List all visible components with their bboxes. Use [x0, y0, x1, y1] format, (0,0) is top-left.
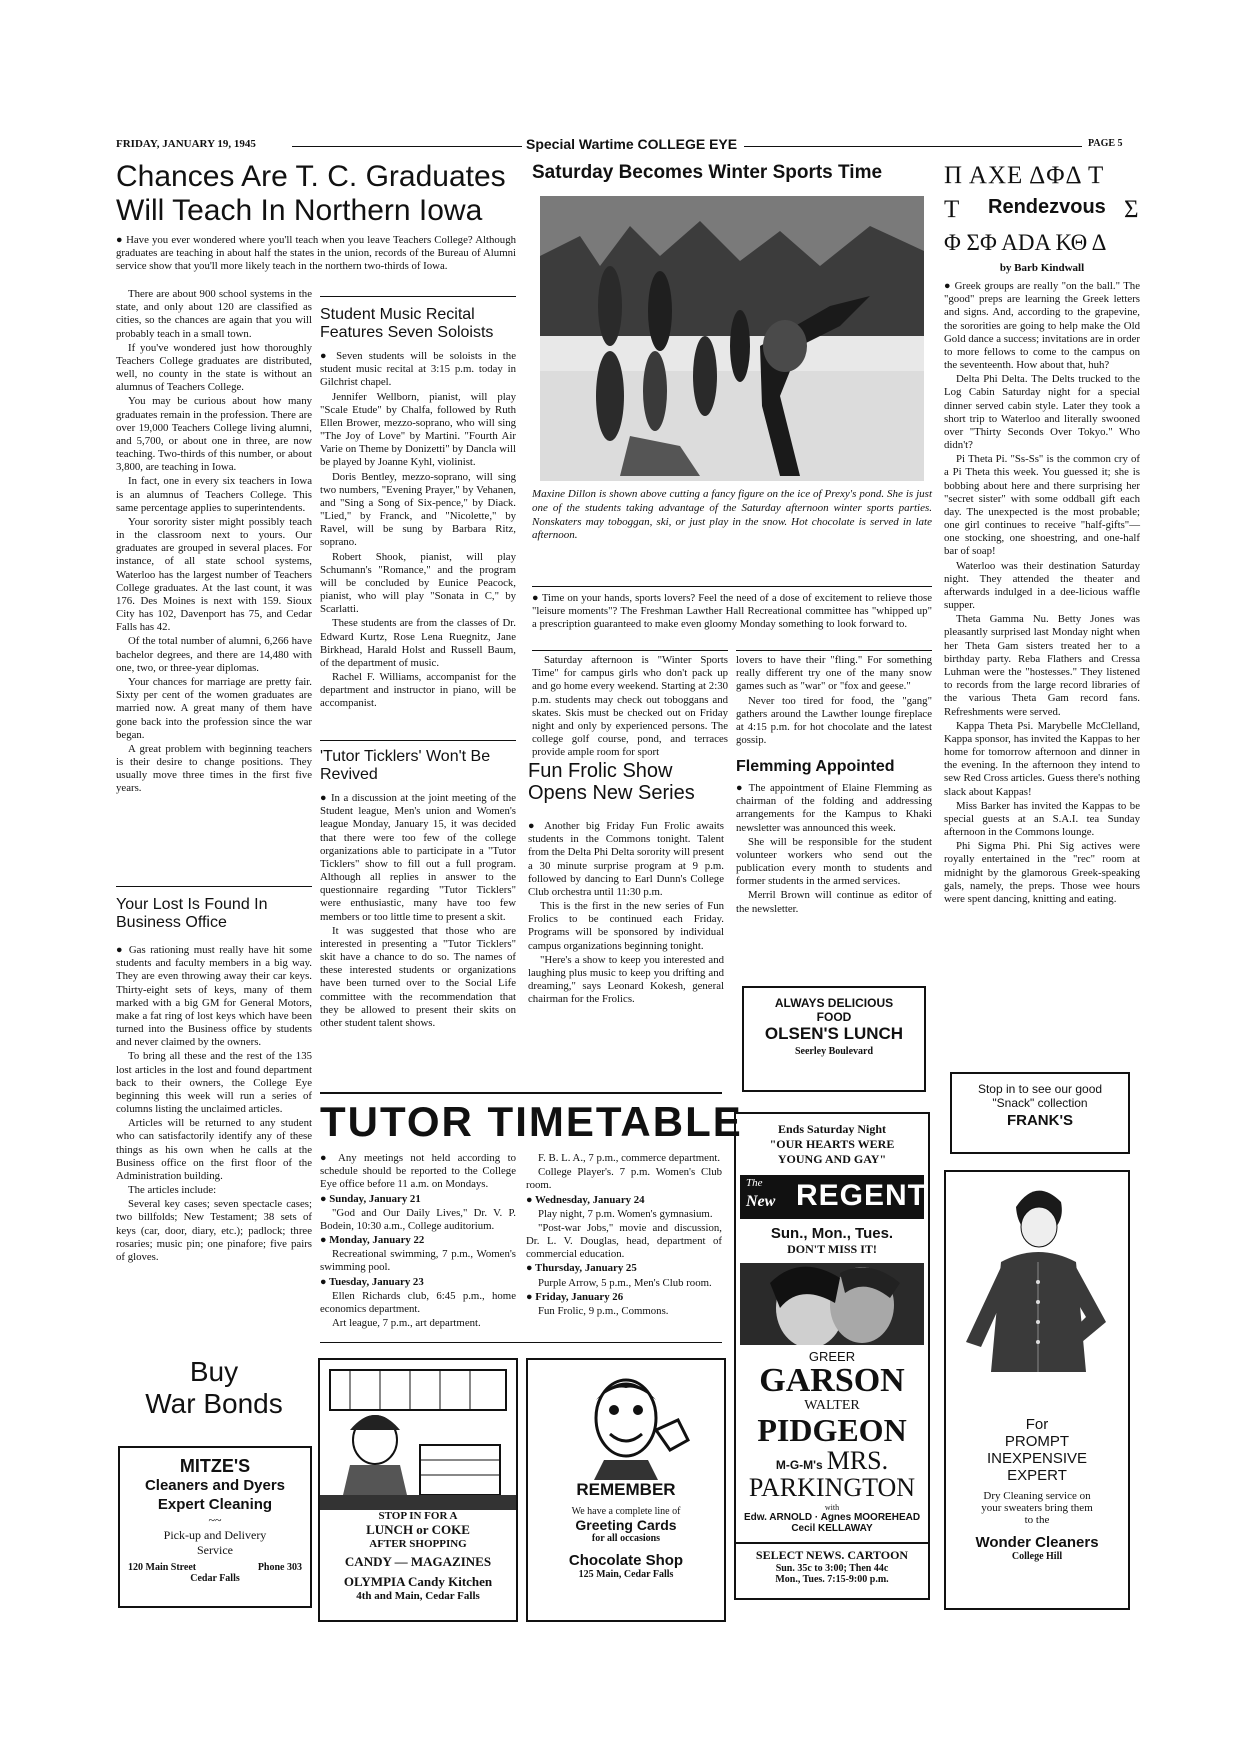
greek-letter-s: Σ — [1124, 196, 1139, 223]
lost-body: ● Gas rationing must really have hit some students and faculty members in a big way. They are even throwing away their car keys. Thirty-eight sets of keys, many of them marked with a big GM for General Motors, make a fat ring of lost keys which have been turned into the Business office by students and never claimed by the owners. To bring all these and the rest of the 135 lost articles in the lost and found department back to their owners, the College Eye beginning this week will run a series of columns listing the unclaimed articles. Articles will be returned to any student who can satisfactorily identify any of these things as his own when he calls at the Business office on the first floor of the Administration building. The articles include: Several key cases; seven spectacle cases; two billfolds; New Testament; 38 sets of keys (car, door, diary, etc.); padlock; three rosaries; music pin; one pinafore; five pairs of gloves. — [116, 944, 312, 1263]
lost-headline: Your Lost Is Found In Business Office — [116, 896, 268, 931]
flemming-headline: Flemming Appointed — [736, 758, 895, 775]
graduates-body: There are about 900 school systems in the state, and only about 120 are classified as cities, so the chances are again that you will probably teach in a small town. If you've wondered just how thoroughly Teachers College graduates are distributed, well, no county in the state is without an alumnus of Teachers College. You may be curious about how many graduates remain in the profession. There are over 19,000 Teachers College living alumni, and 5,700, or about one in three, are now teaching. Two-thirds of this number, or about 3,800, are teaching in Iowa. In fact, one in every six teachers in Iowa is an alumnus of Teachers College. This same percentage applies to superintendents. Your sorority sister might possibly teach in the classroom next to yours. Our graduates are grouped in several places. For instance, of all state school systems, Waterloo has the largest number of Teachers College graduates. At the last count, it was 176. Des Moines is next with 159. Sioux City has 102, Davenport has 75, and Cedar Falls has 42. Of the total number of alumni, 6,266 have bachelor degrees, and there are 14,480 with one, two, or three-year diplomas. Your chances for marriage are pretty fair. Sixty per cent of the women graduates are married now. A great many of them have gone back into the profession since the war began. A great problem with beginning teachers is their desire to change positions. They usually move three times in the first five years. — [116, 288, 312, 795]
wonder-cleaners-ad: For PROMPT INEXPENSIVE EXPERT Dry Cleaning service on your sweaters bring them to the Wonder Cleaners College Hill — [944, 1170, 1130, 1610]
mitzes-ornament: ~~ — [208, 1513, 222, 1527]
flemming-body: ● The appointment of Elaine Flemming as chairman of the folding and addressing arrangements for the Kampus to Khaki newsletter was announced this week. She will be responsible for the student volunteer workers who send out the publication every month to students and former students in the armed services. Merril Brown will continue as editor of the newsletter. — [736, 782, 932, 915]
ticklers-headline: 'Tutor Ticklers' Won't Be Revived — [320, 748, 491, 783]
wonder-illustration — [946, 1172, 1128, 1416]
timetable-col2: F. B. L. A., 7 p.m., commerce department. College Player's. 7 p.m. Women's Club room. ● Wednesday, January 24 Play night, 7 p.m. Women's gymnasium. "Post-war Jobs," movie and discussion, Dr. L. V. Douglas, head, department of commercial education. ● Thursday, January 25 Purple Arrow, 5 p.m., Men's Club room. ● Friday, January 26 Fun Frolic, 9 p.m., Commons. — [526, 1152, 722, 1317]
timetable-col1: ● Any meetings not held according to schedule should be reported to the College Eye office before 11 a.m. on Mondays. ● Sunday, January 21 "God and Our Daily Lives," Dr. V. P. Bodein, 10:30 a.m., College auditorium. ● Monday, January 22 Recreational swimming, 7 p.m., Women's swimming pool. ● Tuesday, January 23 Ellen Richards club, 6:45 p.m., home economics department. Art league, 7 p.m., art department. — [320, 1152, 516, 1330]
frolic-body: ● Another big Friday Fun Frolic awaits students in the Commons tonight. Talent from the Delta Phi Delta sorority will present a 30 minute surprise program at 9 p.m. followed by dancing to Earl Dunn's College Club orchestra until 11:30 p.m. This is the first in the new series of Fun Frolics to be continued each Friday. Programs will be sponsored by individual campus organizations beginning tonight. "Here's a show to keep you interested and laughing plus music to keep you drifting and dreaming," says Leonard Kokesh, general chairman for the Frolics. — [528, 820, 724, 1006]
winter-caption: Maxine Dillon is shown above cutting a fancy figure on the ice of Prexy's pond. She is just one of the students taking advantage of the Saturday afternoon winter sports parties. Nonskaters may toboggan, ski, or just play in the snow. Hot chocolate is served in late afternoon. — [532, 488, 932, 542]
recital-headline: Student Music Recital Features Seven Soloists — [320, 306, 494, 341]
paper-name: Special Wartime COLLEGE EYE — [526, 136, 738, 152]
greek-letter-t: Τ — [944, 196, 960, 223]
chocolate-illustration — [528, 1360, 724, 1480]
chocolate-shop-ad: REMEMBER We have a complete line of Greeting Cards for all occasions Chocolate Shop 125 Main, Cedar Falls — [526, 1358, 726, 1622]
timetable-headline: TUTOR TIMETABLE — [320, 1098, 743, 1145]
ticklers-body: ● In a discussion at the joint meeting of the Student league, Men's union and Women's league Monday, January 15, it was decided that there were too few of the college organizations able to participate in a "Tutor Ticklers" show to fill out a full program. Although all replies in answer to the questionnaire regarding "Tutor Ticklers" were enthusiastic, many have too few members or too little time to present a skit. It was suggested that those who are interested in presenting a "Tutor Ticklers" skit have a chance to do so. The names of these interested students or organizations have been turned over to the Social Life committee with the recommendation that they be allowed to present their skits on other student talent shows. — [320, 792, 516, 1029]
franks-ad: Stop in to see our good "Snack" collection FRANK'S — [950, 1072, 1130, 1154]
recital-body: ● Seven students will be soloists in the student music recital at 3:15 p.m. today in Gilchrist chapel. Jennifer Wellborn, pianist, will play "Scale Etude" by Chalfa, followed by Ruth Ellen Brower, mezzo-soprano, who will sing "The Joy of Love" by Martini. "Fourth Air Varie on Theme by Donizetti" by Dancla will be played by Joanne Kyhl, violinist. Doris Bentley, mezzo-soprano, will sing two numbers, "Evening Prayer," by Vehanen, and "Sing a Song of Six-pence," by Diack. "Lied," by Franck, and "Nicolette," by Ravel, will be sung by Barbara Ritz, soprano. Robert Shook, pianist, will play Schumann's "Romance," and the program will be concluded by Eunice Peacock, pianist, who will play "Sonata in C," by Scarlatti. These students are from the classes of Dr. Edward Kurtz, Rose Lena Ruegnitz, Jane Birkhead, Harald Holst and Russell Baum, of the department of music. Rachel F. Williams, accompanist for the department and instructor in piano, will be accompanist. — [320, 350, 516, 710]
greek-letters-top: Π ΑΧΕ ΔΦΔ Τ — [944, 162, 1105, 189]
regent-ad: Ends Saturday Night "OUR HEARTS WERE YOUNG AND GAY" The New REGENT Sun., Mon., Tues. DON'T MISS IT! GREER GARSON WALTER PIDGEON M-G-M's MRS. PARKINGTON with Edw. ARNOLD · Agnes MOOREHEAD Cecil KELLAWAY SELECT NEWS. CARTOON Sun. 35c to 3:00; Then 44c Mon., Tues. 7:15-9:00 p.m. — [734, 1112, 930, 1600]
greek-byline: by Barb Kindwall — [999, 262, 1085, 274]
regent-logo: The New REGENT — [740, 1175, 924, 1219]
winter-lead: ● Time on your hands, sports lovers? Feel the need of a dose of excitement to relieve those "leisure moments"? The Freshman Lawther Hall Recreational committee has "whipped up" a prescription guaranteed to make even gloomy Monday something to look forward to. — [532, 592, 932, 631]
greek-letters-bottom: Φ ΣΦ ΑDΑ ΚΘ Δ — [944, 230, 1107, 255]
graduates-lead: ● Have you ever wondered where you'll teach when you leave Teachers College? Although graduates are teaching in about half the states in the union, records of the Bureau of Alumni service show that you'll more likely teach in the northern two-thirds of Iowa. — [116, 234, 516, 273]
olympia-ad: STOP IN FOR A LUNCH or COKE AFTER SHOPPING CANDY — MAGAZINES OLYMPIA Candy Kitchen 4th and Main, Cedar Falls — [318, 1358, 518, 1622]
winter-col2: lovers to have their "fling." For something really different try one of the many snow games such as "war" or "fox and geese." Never too tired for food, the "gang" gathers around the Lawther lounge fireplace at 4:15 p.m. for hot chocolate and the latest gossip. — [736, 654, 932, 747]
frolic-headline: Fun Frolic Show Opens New Series — [528, 760, 695, 805]
mitzes-ad: MITZE'S Cleaners and Dyers Expert Cleaning ~~ Pick-up and Delivery Service 120 Main Street Phone 303 Cedar Falls — [118, 1446, 312, 1608]
greek-body: ● Greek groups are really "on the ball." The "good" preps are learning the Greek letters and signs. And, according to the grapevine, the sororities are going to help make the Old Gold dance a success; invitations are in order to more fellows to come to the campus on the seventeenth. How about that, huh? Delta Phi Delta. The Delts trucked to the Log Cabin Saturday night for a special dinner served cabin style. Later they took a short trip to Waterloo and literally swooned over "Thirty Seconds Over Tokyo." Who didn't? Pi Theta Pi. "Ss-Ss" is the common cry of a Pi Theta this week. You guessed it; she is bobbing about here and there surprising her "secret sister" with some oddball gift each day. The unexpected is the most probable; one girl continues to receive "half-gifts"—one stocking, one shoestring, and one-half bar of soap! Waterloo was their destination Saturday night. They attended the theater and afterwards indulged in a dee-licious waffle supper. Theta Gamma Nu. Betty Jones was pleasantly surprised last Monday night when her Theta Gam sisters treated her to a birthday party. Reba Flathers and Cressa Luhman were the "hostesses." They listened to records from the large record libraries of the various Theta Gam record fans. Refreshments were served. Kappa Theta Psi. Marybelle McClelland, Kappa sponsor, has invited the Kappas to her home for tomorrow afternoon and dinner in the evening. In the afternoon they intend to sew Red Cross articles. Guess there's nothing slack about Kappas! Miss Barker has invited the Kappas to be special guests at an S.A.I. tea Sunday afternoon in the Commons lounge. Phi Sigma Phi. Phi Sig actives were royally entertained in the "rec" room at midnight by the glamorous Greek-speaking gals, namely, the preps. Those wee hours were spent dancing, knitting and eating. — [944, 280, 1140, 905]
skating-photo — [540, 196, 924, 481]
war-bonds-ad: Buy War Bonds — [145, 1356, 283, 1419]
olympia-illustration — [320, 1360, 516, 1510]
winter-headline: Saturday Becomes Winter Sports Time — [532, 162, 883, 183]
regent-photo — [740, 1263, 924, 1345]
olsens-ad: ALWAYS DELICIOUS FOOD OLSEN'S LUNCH Seerley Boulevard — [742, 986, 926, 1092]
graduates-headline: Chances Are T. C. Graduates Will Teach In Northern Iowa — [116, 160, 506, 227]
mitzes-phone: Phone 303 — [257, 1562, 302, 1573]
rendezvous-title: Rendezvous — [988, 196, 1106, 218]
mitzes-address: 120 Main Street — [128, 1562, 197, 1573]
issue-date: FRIDAY, JANUARY 19, 1945 — [116, 138, 256, 150]
page-number: PAGE 5 — [1088, 138, 1123, 149]
winter-col1: Saturday afternoon is "Winter Sports Time" for campus girls who don't pack up and go home every weekend. Starting at 2:30 p.m. students may check out toboggans and skates. Skis must be checked out on Friday night and only by experienced persons. The college golf course, pond, and terraces provide ample room for sport — [532, 654, 728, 759]
